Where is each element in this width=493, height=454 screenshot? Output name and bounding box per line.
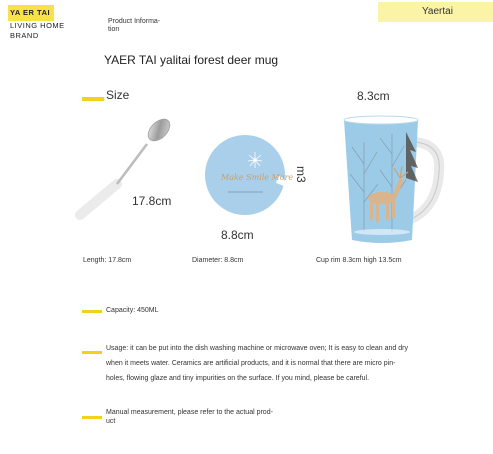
spoon-bowl	[144, 115, 174, 145]
lid-diameter-dimension: 8.8cm	[221, 228, 254, 242]
product-info-label-2: tion	[108, 26, 120, 33]
product-title: YAER TAI yalitai forest deer mug	[104, 53, 279, 67]
note-line-2: uct	[106, 418, 116, 425]
spoon-stem	[117, 144, 147, 184]
cup-caption: Cup rim 8.3cm high 13.5cm	[316, 257, 402, 264]
lid-logo-text: Make Smile More	[221, 173, 294, 182]
usage-line-3: holes, flowing glaze and tiny impurities on the surface. If you mind, please be careful.	[106, 375, 370, 382]
product-info-label-1: Product Informa-	[108, 18, 161, 25]
note-marker	[82, 416, 102, 419]
capacity-text: Capacity: 450ML	[106, 307, 159, 314]
mug-illustration	[322, 112, 447, 252]
store-name: Yaertai	[422, 6, 453, 17]
usage-marker	[82, 351, 102, 354]
lid-caption: Diameter: 8.8cm	[192, 257, 244, 264]
cup-height-dimension: m3	[294, 166, 308, 183]
spoon-caption: Length: 17.8cm	[83, 257, 132, 264]
cup-rim-dimension: 8.3cm	[357, 89, 390, 103]
note-line-1: Manual measurement, please refer to the actual prod-	[106, 409, 273, 416]
mug-rim	[344, 116, 418, 124]
size-marker	[82, 97, 104, 101]
brand-name: YA ER TAI	[10, 8, 51, 17]
brand-tagline-1: LIVING HOME	[10, 21, 65, 30]
size-heading: Size	[106, 88, 130, 102]
lid-illustration	[198, 128, 294, 226]
brand-tagline-2: BRAND	[10, 31, 39, 40]
capacity-marker	[82, 310, 102, 313]
spoon-illustration	[55, 112, 190, 232]
usage-line-2: when it meets water. Ceramics are artificial products, and it is normal that there are micro pin-	[106, 360, 396, 367]
spoon-handle	[80, 184, 117, 215]
usage-line-1: Usage: it can be put into the dish washing machine or microwave oven; It is easy to clean and dry	[106, 345, 408, 352]
spoon-length-dimension: 17.8cm	[132, 194, 172, 208]
